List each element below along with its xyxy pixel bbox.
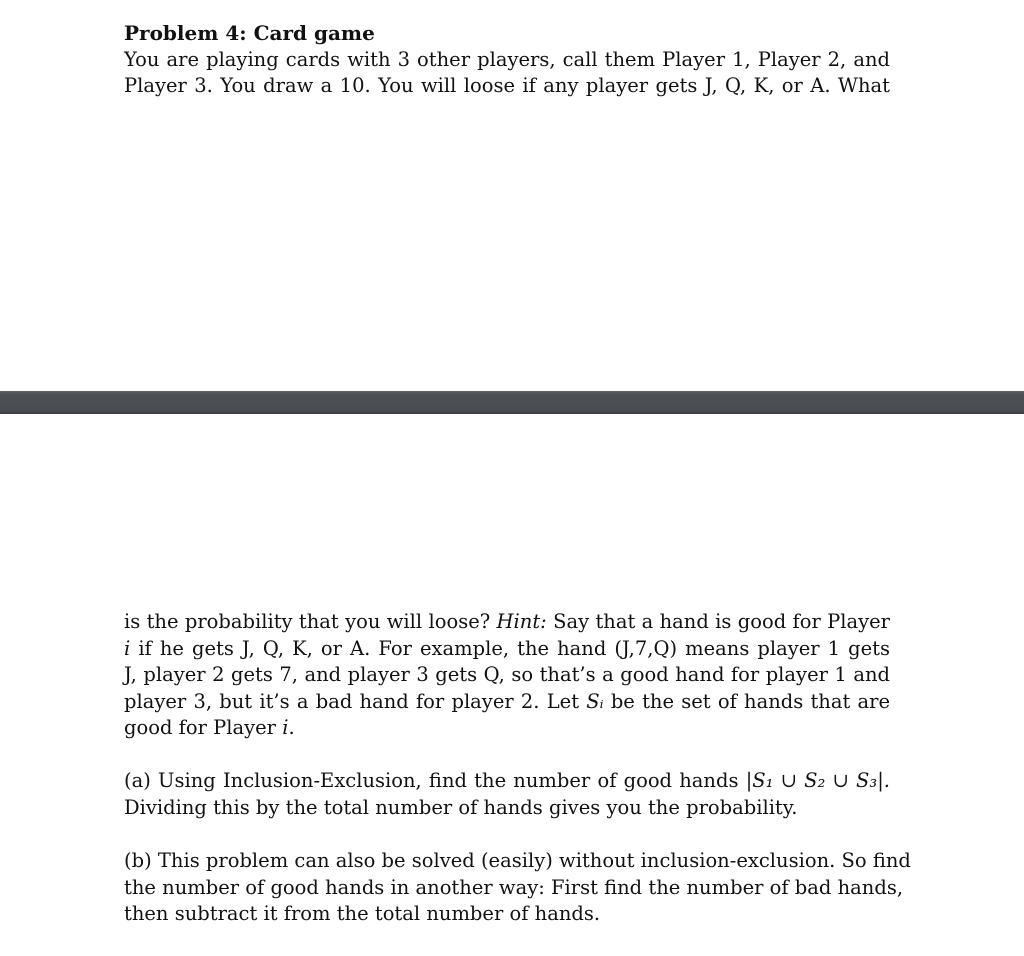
part-b-text-line: the number of good hands in another way: First find the number of bad hands, bbox=[124, 876, 904, 899]
document-page-bottom bbox=[0, 414, 1024, 956]
math-variable: i bbox=[282, 716, 289, 739]
problem-text-line bbox=[124, 689, 890, 715]
part-a-text-line: Dividing this by the total number of hands gives you the probability. bbox=[124, 796, 798, 819]
document-page-top bbox=[0, 0, 1024, 391]
problem-text-line: You are playing cards with 3 other players, call them Player 1, Player 2, and bbox=[124, 48, 890, 71]
part-a-text-line bbox=[124, 768, 890, 794]
page-divider bbox=[0, 391, 1024, 414]
text-segment: Say that a hand is good for Player bbox=[553, 610, 891, 633]
text-segment: (a) Using Inclusion-Exclusion, find the number of good hands bbox=[124, 769, 739, 792]
math-variable: Sᵢ bbox=[586, 690, 604, 713]
problem-text-line: J, player 2 gets 7, and player 3 gets Q, so that’s a good hand for player 1 and bbox=[124, 663, 890, 686]
text-segment: if he gets J, Q, K, or A. For example, the hand (J,7,Q) means player 1 gets bbox=[138, 637, 890, 660]
part-b-text-line: then subtract it from the total number of hands. bbox=[124, 902, 601, 925]
part-b-text-line: (b) This problem can also be solved (easily) without inclusion-exclusion. So find bbox=[124, 849, 911, 872]
text-segment: . bbox=[288, 716, 295, 739]
math-formula: |S₁ ∪ S₂ ∪ S₃|. bbox=[745, 769, 891, 792]
problem-text-line: Player 3. You draw a 10. You will loose if any player gets J, Q, K, or A. What bbox=[124, 74, 890, 97]
text-segment: good for Player bbox=[124, 716, 276, 739]
text-segment: be the set of hands that are bbox=[610, 690, 891, 713]
text-segment: player 3, but it’s a bad hand for player 2. Let bbox=[124, 690, 580, 713]
text-segment: is the probability that you will loose? bbox=[124, 610, 491, 633]
problem-text-line bbox=[124, 636, 890, 662]
problem-heading: Problem 4: Card game bbox=[124, 21, 375, 45]
problem-text-line bbox=[124, 609, 890, 635]
math-variable: i bbox=[124, 637, 131, 660]
hint-label: Hint: bbox=[496, 610, 547, 633]
problem-text-line bbox=[124, 715, 890, 741]
